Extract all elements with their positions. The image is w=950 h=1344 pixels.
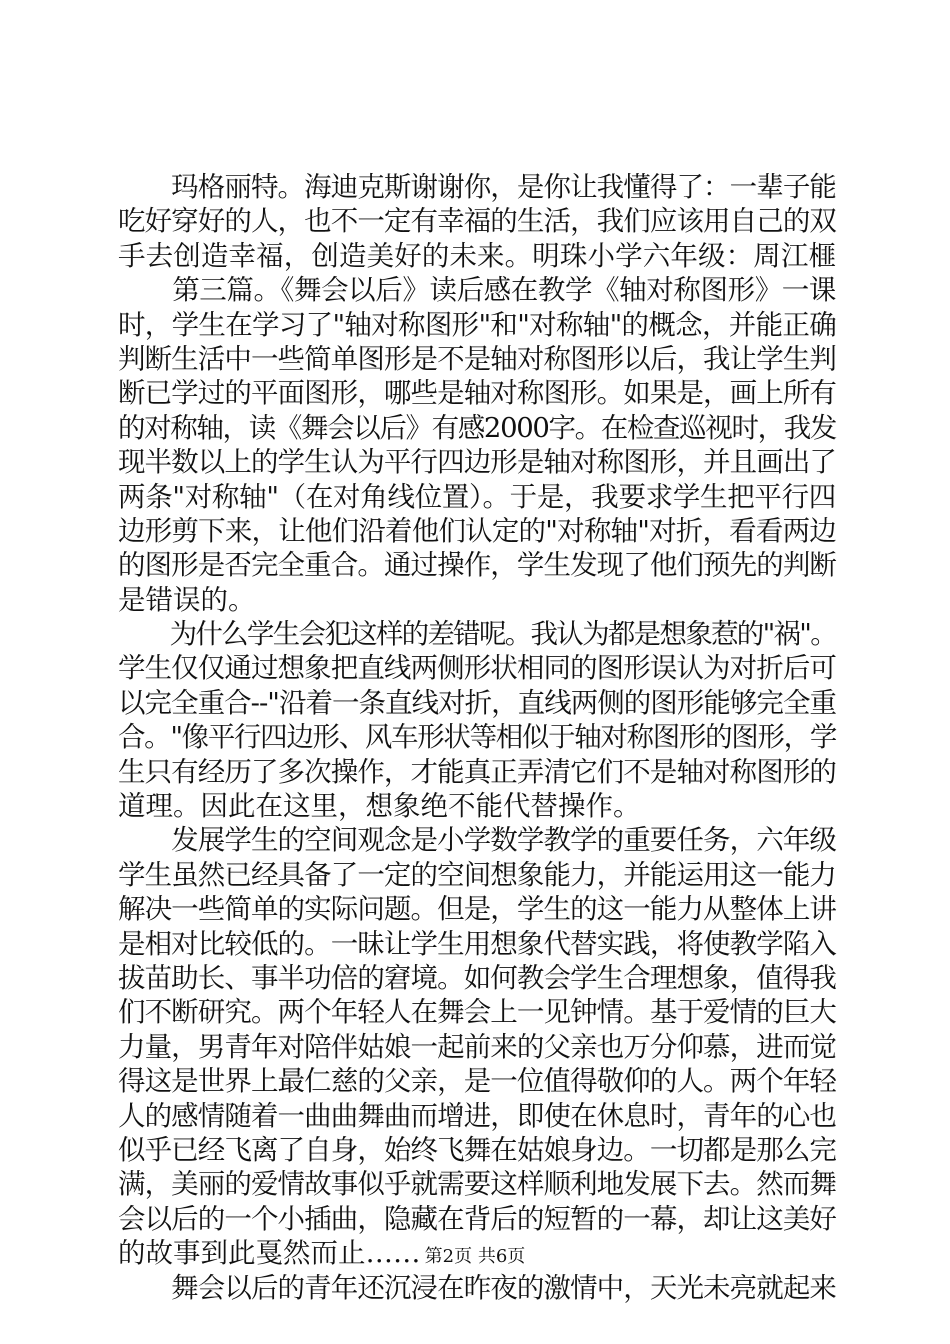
text-line: 学生虽然已经具备了一定的空间想象能力，并能运用这一能力 [118, 858, 836, 891]
document-body [118, 170, 836, 1305]
text-line: 解决一些简单的实际问题。但是，学生的这一能力从整体上讲 [118, 893, 836, 926]
text-line: 们不断研究。两个年轻人在舞会上一见钟情。基于爱情的巨大 [118, 996, 836, 1029]
text-line: 第三篇。《舞会以后》读后感在教学《轴对称图形》一课 [118, 274, 836, 307]
text-line: 似乎已经飞离了自身，始终飞舞在姑娘身边。一切都是那么完 [118, 1133, 836, 1166]
text-line: 的图形是否完全重合。通过操作，学生发现了他们预先的判断 [118, 549, 836, 582]
text-line: 玛格丽特。海迪克斯谢谢你，是你让我懂得了：一辈子能 [118, 171, 836, 203]
text-line: 舞会以后的青年还沉浸在昨夜的激情中，天光未亮就起来 [118, 1271, 836, 1304]
page-number: 第2页 共6页 [424, 1246, 526, 1267]
text-line: 的对称轴，读《舞会以后》有感2000字。在检查巡视时，我发 [118, 411, 836, 444]
text-line: 人的感情随着一曲曲舞曲而增进，即使在休息时，青年的心也 [118, 1099, 836, 1132]
text-line: 道理。因此在这里，想象绝不能代替操作。 [118, 790, 641, 823]
text-line: 发展学生的空间观念是小学数学教学的重要任务，六年级 [118, 824, 836, 857]
text-line: 是相对比较低的。一昧让学生用想象代替实践，将使教学陷入 [118, 927, 836, 960]
page-footer [0, 1242, 950, 1268]
text-line: 会以后的一个小插曲，隐藏在背后的短暂的一幕，却让这美好 [118, 1202, 836, 1235]
text-line: 以完全重合--"沿着一条直线对折，直线两侧的图形能够完全重 [118, 686, 836, 719]
text-line: 合。"像平行四边形、风车形状等相似于轴对称图形的图形，学 [118, 721, 836, 754]
text-line: 是错误的。 [118, 583, 256, 616]
text-line: 两条"对称轴"（在对角线位置）。于是，我要求学生把平行四 [118, 480, 836, 513]
text-line: 满，美丽的爱情故事似乎就需要这样顺利地发展下去。然而舞 [118, 1168, 836, 1201]
text-line: 吃好穿好的人，也不一定有幸福的生活，我们应该用自己的双 [118, 205, 836, 238]
text-line: 生只有经历了多次操作，才能真正弄清它们不是轴对称图形的 [118, 755, 836, 788]
text-line: 边形剪下来，让他们沿着他们认定的"对称轴"对折，看看两边 [118, 514, 836, 547]
text-line: 的故事到此戛然而止…… [118, 1237, 421, 1270]
text-line: 学生仅仅通过想象把直线两侧形状相同的图形误认为对折后可 [118, 652, 836, 685]
text-line: 力量，男青年对陪伴姑娘一起前来的父亲也万分仰慕，进而觉 [118, 1030, 836, 1063]
text-line: 时，学生在学习了"轴对称图形"和"对称轴"的概念，并能正确 [118, 308, 836, 341]
text-line: 判断生活中一些简单图形是不是轴对称图形以后，我让学生判 [118, 342, 836, 375]
text-line: 拔苗助长、事半功倍的窘境。如何教会学生合理想象，值得我 [118, 961, 836, 994]
text-line: 现半数以上的学生认为平行四边形是轴对称图形，并且画出了 [118, 446, 836, 479]
text-line: 断已学过的平面图形，哪些是轴对称图形。如果是，画上所有 [118, 377, 836, 410]
text-line: 得这是世界上最仁慈的父亲，是一位值得敬仰的人。两个年轻 [118, 1065, 836, 1098]
text-line: 手去创造幸福，创造美好的未来。明珠小学六年级：周江榧 [118, 239, 836, 272]
text-line: 为什么学生会犯这样的差错呢。我认为都是想象惹的"祸"。 [118, 618, 836, 651]
